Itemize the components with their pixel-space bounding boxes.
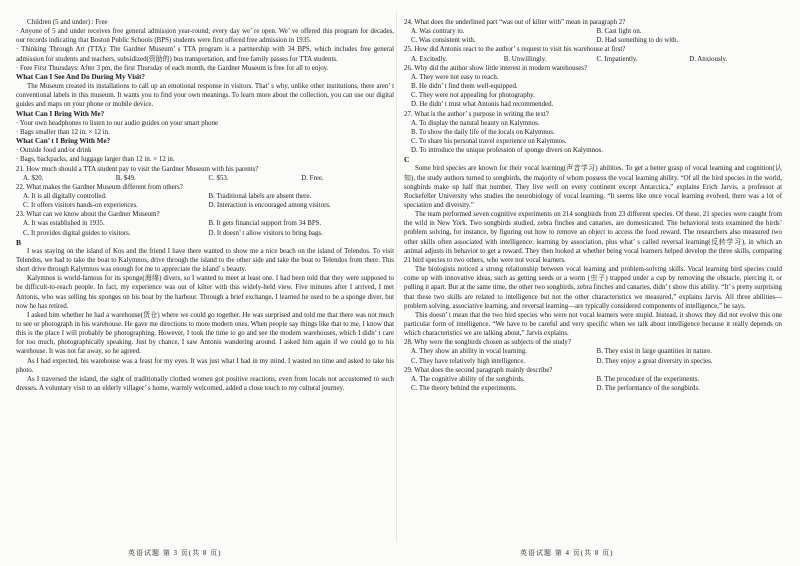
answer-option: C. Was consistent with.: [411, 37, 476, 45]
answer-option: C. They were not appealing for photography.: [411, 92, 535, 100]
answer-option: C. They have relatively high intelligence.: [411, 357, 526, 365]
answer-options: [23, 174, 394, 183]
questions-21-23: [16, 165, 394, 238]
answer-option: B. Traditional labels are absent there.: [208, 192, 312, 200]
answer-option: D. Interaction is encouraged among visitors.: [208, 202, 331, 210]
page-3-footer: 英语试题 第 3 页(共 8 页): [128, 549, 222, 557]
text-line: Children (5 and under) : Free: [27, 19, 108, 26]
answer-option: B. To show the daily life of the locals on Kalymnos.: [411, 128, 555, 136]
answer-option: A. Excitedly.: [411, 55, 448, 63]
page-4-column: [404, 18, 782, 393]
answer-option: A. They were not easy to reach.: [411, 73, 499, 81]
answer-options: [411, 119, 782, 156]
passage-paragraph: I asked him whether he had a warehouse(货仓) where we could go together. He was surprised and told me that there was not much to see or photograph in his warehouse. He gave me directions to more modern ones. When people say things like that to me, I know that this is the place I will probably be photographing. However, I took the time to go and see the modern warehouses, which I didn’ t care for too much, photographically speaking. Just by chance, I saw Antonis wandering around. I asked him again if we could go to his warehouse. It was not far away, so he agreed.: [16, 311, 394, 356]
answer-option: B. He didn’ t find them well-equipped.: [411, 83, 518, 91]
questions-24-27: [404, 18, 782, 155]
passage-b-text: [16, 247, 394, 394]
answer-option: A. To display the natural beauty on Kalymnos.: [411, 119, 540, 127]
section-heading: What Can’ t I Bring With Me?: [16, 137, 111, 146]
answer-option: B. Cast light on.: [596, 28, 642, 36]
answer-option: D. To introduce the unique profession of sponge divers on Kalymnos.: [411, 147, 603, 155]
question-stem: 24. What does the underlined part “was out of kilter with” mean in paragraph 2?: [404, 19, 626, 26]
passage-a-text: [16, 18, 394, 165]
answer-options: [23, 219, 394, 237]
text-line: · Thinking Through Art (TTA): The Gardner Museum’ s TTA program is a partnership with 34 BPS, which includes free general admission for students and teachers, subsidized(资助的) bus transportation, and free family passes for TTA students.: [16, 46, 394, 63]
question-stem: 28. Why were the songbirds chosen as subjects of the study?: [404, 339, 571, 347]
text-line: · Bags, backpacks, and luggage larger than 12 in. × 12 in.: [16, 156, 175, 164]
answer-option: D. The performance of the songbirds.: [596, 385, 700, 393]
answer-option: B. $49.: [115, 174, 136, 182]
answer-option: A. It was established in 1935.: [23, 220, 105, 228]
text-line: · Anyone of 5 and under receives free general admission year-round; every day we’ re open. We’ ve offered this program for decades, our records indicating that Boston Public Schools (BPS) students were first offered free admission in 1935.: [16, 28, 394, 45]
passage-paragraph: The biologists noticed a strong relationship between vocal learning and problem-solving skills. Vocal learning bird species could come up with innovative ideas, such as getting seeds or a worm (虫子) trapped under a cup by removing the obstacle, piercing it, or pulling it apart. But at the same time, the other two songbirds, zebra finches and canaries, didn’ t show this ability. “It’ s pretty surprising that these two skills are related to intelligence but not the other characteristics we measured,” explains Jarvis. All three abilities—problem solving, associative learning, and reversal learning—are typically considered components of intelligence,” he says.: [404, 266, 782, 310]
answer-option: D. Free.: [301, 174, 324, 182]
question-stem: 21. How much should a TTA student pay to visit the Gardner Museum with his parents?: [16, 165, 259, 173]
answer-option: A. They show an ability in vocal learning.: [411, 348, 528, 356]
section-c-heading: C: [404, 155, 410, 165]
answer-options: [23, 192, 394, 210]
answer-option: A. The cognitive ability of the songbirds.: [411, 375, 525, 383]
answer-option: A. It is all digitally controlled.: [23, 192, 107, 200]
answer-options: [411, 375, 782, 393]
passage-paragraph: Kalymnos is world-famous for its sponge(海绵) divers, so I wanted to meet at least one. I had been told that they were supposed to be difficult-to-reach people. In fact, my experience was out of kilter with this widely-held view. Five minutes after I arrived, I met Antonis, who was selling his sponges on his boat by the harbour. Through a brief exchange, I learned he used to be a sponge diver, but now he has retired.: [16, 275, 394, 310]
question-stem: 23. What can we know about the Gardner Museum?: [16, 211, 160, 219]
question-stem: 25. How did Antonis react to the author’ s request to visit his warehouse at first?: [404, 46, 626, 54]
passage-paragraph: As I had expected, his warehouse was a feast for my eyes. It was just what I had in my mind. I wasted no time and asked to take his photo.: [16, 357, 394, 374]
question-stem: 26. Why did the author show little interest in modern warehouses?: [404, 64, 588, 72]
passage-c-text: [404, 164, 782, 338]
page-divider: [396, 12, 397, 542]
text-line: · Free First Thursdays: After 3 pm, the first Thursday of each month, the Gardner Museum is free for all to enjoy.: [16, 64, 329, 72]
text-line: · Your own headphones to listen to our audio guides on your smart phone: [16, 119, 219, 127]
passage-paragraph: This doesn’ t mean that the two bird species who were not vocal learners were stupid. Instead, it shows they did not evolve this one particular form of intelligence. “We have to be careful and very specific when we talk about intelligence because it really depends on which characteristics we are talking about,” Jarvis explains.: [404, 311, 782, 338]
question-stem: 22. What makes the Gardner Museum different from others?: [16, 183, 183, 191]
answer-options: [411, 347, 782, 365]
text-line: The Museum created its installations to call up an emotional response in visitors. That’ s why, unlike other institutions, there aren’ t conventional labels in this museum. It wants you to find your own meanings. To learn more about the collection, you can use our digital guides and maps on your phone or mobile device.: [16, 83, 394, 109]
answer-option: B. Unwillingly.: [503, 55, 547, 63]
section-heading: What Can I Bring With Me?: [16, 109, 105, 118]
questions-28-29: [404, 338, 782, 393]
text-line: · Bags smaller than 12 in. × 12 in.: [16, 128, 110, 136]
answer-option: C. It offers visitors hands-on experiences.: [23, 202, 138, 210]
answer-option: D. Had something to do with.: [596, 37, 679, 45]
answer-option: D. They enjoy a great diversity in species.: [596, 357, 713, 365]
answer-option: C. $53.: [208, 174, 229, 182]
answer-option: D. He didn’ t trust what Antonis had recommended.: [411, 101, 554, 109]
answer-options: [411, 27, 782, 45]
question-stem: 27. What is the author’ s purpose in writing the text?: [404, 110, 549, 118]
answer-option: C. To share his personal travel experience on Kalymnos.: [411, 138, 567, 146]
passage-paragraph: Some bird species are known for their vocal learning(声音学习) abilities. To get a better grasp of vocal learning and cognition(认知), the study authors turned to songbirds, the majority of whom possess the vocal learning ability. “Of all the bird species in the world, songbirds make up half that number. They live well on every continent except Antarctica,” explains Erich Jarvis, a professor at Rockefeller University who studies the neurobiology of vocal learning. “It seems like once vocal learning evolved, there was a lot of speciation and diversity.”: [404, 165, 782, 209]
answer-option: A. Was contrary to.: [411, 28, 465, 36]
answer-option: B. They exist in large quantities in nature.: [596, 348, 713, 356]
answer-option: B. The procedure of the experiments.: [596, 375, 700, 383]
passage-paragraph: As I traversed the island, the sight of traditionally clothed women got positive reactions, even from locals not accustomed to such dresses. A voluntary visit to an elderly villager’ s home, warmly welcomed, added a close touch to my cultural journey.: [16, 375, 394, 393]
answer-option: C. It provides digital guides to visitors.: [23, 229, 131, 237]
answer-options: [411, 73, 782, 110]
answer-option: D. It doesn’ t allow visitors to bring bags.: [208, 229, 323, 237]
passage-paragraph: The team performed seven cognitive experiments on 214 songbirds from 23 different species. Of these, 21 species were caught from the wild in New York. Two songbirds studied, zebra finches and canaries, are domesticated. The behavioral tests examined the birds’ problem solving, for instance, by figuring out how to remove an object to access the food reward. The researchers also measured two other skills often associated with intelligence: learning by association, plus what’ s called reversal learning(反转学习), in which an animal adjusts its behavior to get a reward. They then looked at whether being vocal learners helped develop the three skills, comparing 21 bird species to two others, who were not vocal learners.: [404, 211, 782, 264]
section-heading: What Can I See And Do During My Visit?: [16, 72, 145, 81]
answer-option: D. Anxiously.: [689, 55, 728, 63]
answer-option: C. The theory behind the experiments.: [411, 385, 517, 393]
answer-option: A. $20.: [23, 174, 44, 182]
page-4-footer: 英语试题 第 4 页(共 8 页): [520, 549, 614, 557]
text-line: · Outside food and/or drink: [16, 147, 92, 155]
answer-option: C. Impatiently.: [596, 55, 638, 63]
passage-paragraph: I was staying on the island of Kos and the friend I have there wanted to show me a nice beach on the island of Telendos. To visit Telendos, we had to take the boat to Kalymnos, drive through the island to the other side and take the boat to Telendos from there. This short drive through Kalymnos was enough for me to appreciate the island’ s beauty.: [16, 247, 394, 274]
question-stem: 29. What does the second paragraph mainly describe?: [404, 366, 553, 374]
answer-options: [411, 55, 782, 64]
section-b-heading: B: [16, 237, 22, 247]
answer-option: B. It gets financial support from 34 BPS.: [208, 220, 322, 228]
page-3-column: [16, 18, 394, 393]
